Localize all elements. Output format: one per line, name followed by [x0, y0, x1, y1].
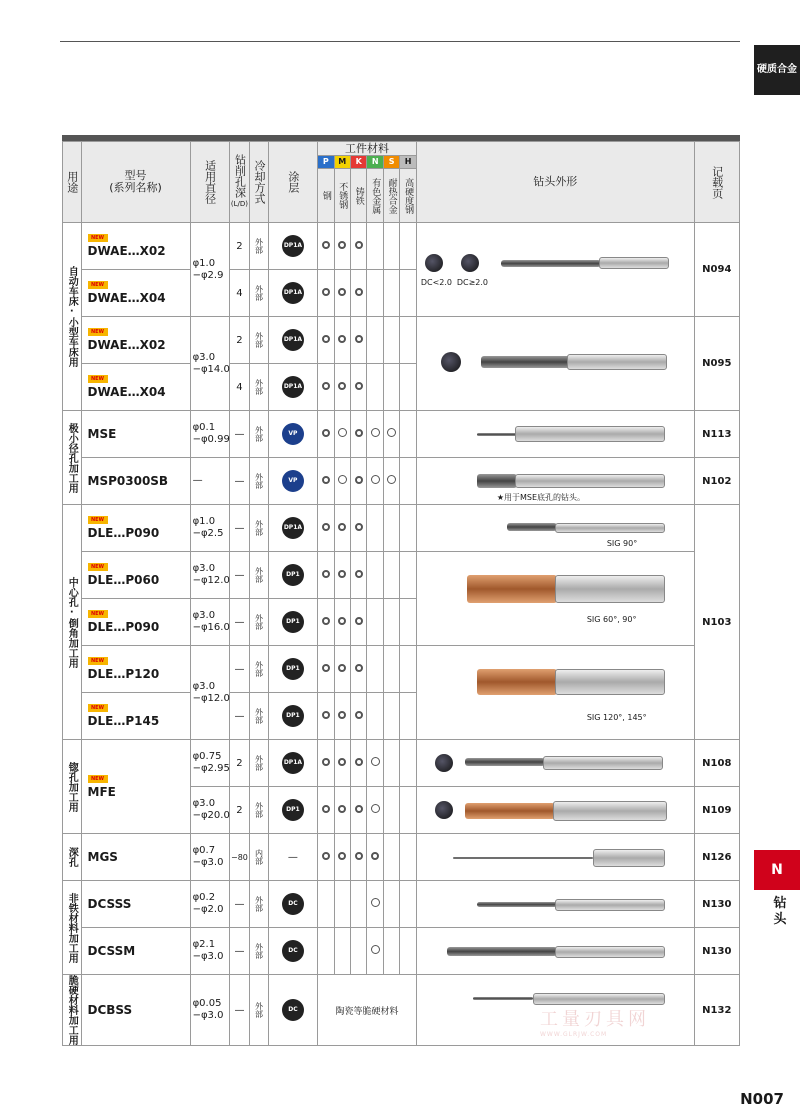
mat-code-p: P	[318, 156, 334, 169]
diameter-range: φ2.1 −φ3.0	[190, 928, 229, 975]
drill-image	[425, 254, 443, 272]
suitable-mark	[355, 335, 363, 343]
drill-shape	[416, 834, 694, 881]
coating-icon: DP1A	[282, 282, 304, 304]
table-row	[63, 458, 740, 505]
header-diameter: 适用直径	[203, 160, 217, 204]
new-badge: NEW	[88, 657, 108, 665]
usable-mark	[371, 898, 380, 907]
model-name[interactable]: MFE	[87, 784, 116, 799]
diameter-range: φ0.75 −φ2.95	[190, 740, 229, 787]
mat-code-n: N	[367, 156, 383, 169]
table-row	[63, 317, 740, 364]
depth: 4	[229, 364, 250, 411]
shape-note: SIG 120°, 145°	[586, 713, 647, 722]
new-badge: NEW	[88, 375, 108, 383]
cooling-type: 外部	[254, 285, 264, 301]
coating-icon: DP1A	[282, 235, 304, 257]
suitable-mark	[355, 617, 363, 625]
header-model: 型号	[124, 169, 147, 182]
section-letter-tab[interactable]: N	[754, 850, 800, 890]
suitable-mark	[355, 570, 363, 578]
drill-image	[435, 754, 453, 772]
drill-shape	[416, 223, 694, 317]
depth: —	[229, 975, 250, 1046]
coating-icon: VP	[282, 423, 304, 445]
cooling-type: 外部	[254, 943, 264, 959]
diameter-range: φ3.0 −φ12.0	[190, 646, 229, 740]
header-depth-unit: (L/D)	[230, 200, 248, 208]
depth: —	[229, 928, 250, 975]
new-badge: NEW	[88, 328, 108, 336]
model-name[interactable]: DLE…P120	[87, 667, 160, 681]
coating-none: —	[287, 851, 298, 863]
diameter-range: φ3.0 −φ14.0	[190, 317, 229, 411]
shape-note: ★用于MSE底孔的钻头。	[496, 492, 586, 502]
header-shape: 钻头外形	[416, 142, 694, 223]
suitable-mark	[322, 617, 330, 625]
use-label: 深孔	[66, 847, 78, 867]
drill-image	[599, 257, 669, 269]
suitable-mark	[355, 241, 363, 249]
coating-icon: DC	[282, 940, 304, 962]
header-work-material: 工件材料	[318, 142, 417, 156]
suitable-mark	[322, 288, 330, 296]
cooling-type: 外部	[254, 896, 264, 912]
model-name[interactable]: DWAE…X04	[87, 385, 166, 399]
suitable-mark	[322, 429, 330, 437]
mat-name-n: 有色金属	[370, 177, 381, 214]
drill-image	[593, 849, 665, 867]
suitable-mark	[355, 852, 363, 860]
drill-shape	[416, 740, 694, 787]
drill-image	[453, 857, 593, 859]
model-name[interactable]: MSE	[87, 427, 117, 441]
depth: —	[229, 599, 250, 646]
depth: —	[229, 693, 250, 740]
use-label: 非铁材料加工用	[66, 892, 78, 963]
suitable-mark	[355, 664, 363, 672]
diameter-range: φ3.0 −φ16.0	[190, 599, 229, 646]
page-reference[interactable]: N108	[694, 740, 739, 787]
suitable-mark	[355, 711, 363, 719]
shape-note: SIG 60°, 90°	[586, 615, 637, 624]
drill-image	[515, 474, 665, 488]
page-number: N007	[740, 1090, 784, 1108]
model-name[interactable]: DCSSM	[87, 944, 136, 958]
drill-image	[441, 352, 461, 372]
cooling-type: 外部	[254, 802, 264, 818]
drill-image	[553, 801, 667, 821]
suitable-mark	[355, 523, 363, 531]
mat-name-h: 高硬度钢	[403, 177, 414, 214]
drill-image	[481, 356, 571, 368]
coating-icon: DC	[282, 999, 304, 1021]
suitable-mark	[338, 852, 346, 860]
usable-mark	[371, 428, 380, 437]
drill-image	[555, 899, 665, 911]
coating-icon: DP1	[282, 705, 304, 727]
suitable-mark	[338, 335, 346, 343]
use-label: 极小径孔加工用	[66, 422, 78, 493]
page-reference[interactable]: N126	[694, 834, 739, 881]
shape-note: DC<2.0	[420, 278, 452, 287]
table-row	[63, 646, 740, 693]
table-row	[63, 740, 740, 787]
table-row	[63, 975, 740, 1046]
suitable-mark	[338, 711, 346, 719]
suitable-mark	[338, 758, 346, 766]
drill-shape	[416, 928, 694, 975]
drill-image	[555, 946, 665, 958]
drill-image	[501, 260, 601, 267]
use-label: 中心孔·倒角加工用	[66, 576, 78, 668]
suitable-mark	[338, 570, 346, 578]
suitable-mark	[355, 382, 363, 390]
suitable-mark	[355, 476, 363, 484]
mat-name-s: 耐热合金	[386, 177, 397, 214]
page-reference[interactable]: N095	[694, 317, 739, 411]
depth: 4	[229, 270, 250, 317]
new-badge: NEW	[88, 516, 108, 524]
mat-code-s: S	[383, 156, 399, 169]
category-tab[interactable]: 硬质合金	[754, 45, 800, 95]
drill-shape	[416, 505, 694, 552]
table-row	[63, 552, 740, 599]
suitable-mark	[355, 805, 363, 813]
depth: 2	[229, 223, 250, 270]
suitable-mark	[322, 335, 330, 343]
header-coating: 涂层	[286, 171, 300, 193]
suitable-mark	[322, 852, 330, 860]
cooling-type: 内部	[254, 849, 264, 865]
page-reference[interactable]: N130	[694, 881, 739, 928]
drill-image	[435, 801, 453, 819]
drill-shape	[416, 646, 694, 740]
suitable-mark	[355, 758, 363, 766]
cooling-type: 外部	[254, 614, 264, 630]
drill-image	[555, 575, 665, 603]
drill-shape	[416, 975, 694, 1046]
suitable-mark	[338, 523, 346, 531]
coating-icon: DP1A	[282, 517, 304, 539]
usable-mark	[371, 475, 380, 484]
diameter-range: φ0.7 −φ3.0	[190, 834, 229, 881]
depth: —	[229, 881, 250, 928]
drill-shape	[416, 552, 694, 646]
model-name[interactable]: DWAE…X04	[87, 291, 166, 305]
suitable-mark	[322, 711, 330, 719]
model-name[interactable]: DCSSS	[87, 897, 132, 911]
new-badge: NEW	[88, 704, 108, 712]
depth: —	[229, 458, 250, 505]
drill-shape	[416, 411, 694, 458]
diameter-range: φ3.0 −φ20.0	[190, 787, 229, 834]
drill-image	[555, 523, 665, 533]
diameter-range: φ1.0 −φ2.5	[190, 505, 229, 552]
mat-name-m: 不锈钢	[337, 182, 348, 209]
drill-image	[447, 947, 557, 956]
page-reference[interactable]: N109	[694, 787, 739, 834]
depth: —	[229, 411, 250, 458]
diameter-range: —	[190, 458, 229, 505]
cooling-type: 外部	[254, 708, 264, 724]
suitable-mark	[322, 382, 330, 390]
table-row	[63, 505, 740, 552]
drill-image	[567, 354, 667, 370]
drill-image	[543, 756, 663, 770]
usable-mark	[338, 428, 347, 437]
cooling-type: 外部	[254, 567, 264, 583]
mat-name-k: 铸铁	[353, 186, 364, 205]
drill-image	[555, 669, 665, 695]
drill-table	[62, 135, 740, 1046]
drill-shape	[416, 458, 694, 505]
drill-image	[467, 575, 557, 603]
diameter-range: φ3.0 −φ12.0	[190, 552, 229, 599]
mat-code-h: H	[400, 156, 416, 169]
coating-icon: DP1A	[282, 376, 304, 398]
material-note: 陶瓷等脆硬材料	[318, 975, 417, 1046]
suitable-mark	[322, 523, 330, 531]
coating-icon: DP1	[282, 799, 304, 821]
model-name[interactable]: DCBSS	[87, 1003, 133, 1017]
watermark: 工量刃具网 WWW.GLRJW.COM	[540, 1009, 650, 1038]
new-badge: NEW	[88, 610, 108, 618]
diameter-range: φ1.0 −φ2.9	[190, 223, 229, 317]
depth: −80	[229, 834, 250, 881]
page-reference[interactable]: N113	[694, 411, 739, 458]
suitable-mark	[338, 805, 346, 813]
coating-icon: VP	[282, 470, 304, 492]
diameter-range: φ0.05 −φ3.0	[190, 975, 229, 1046]
model-name[interactable]: DLE…P090	[87, 526, 160, 540]
table-row	[63, 881, 740, 928]
cooling-type: 外部	[254, 755, 264, 771]
cooling-type: 外部	[254, 1002, 264, 1018]
suitable-mark	[338, 617, 346, 625]
cooling-type: 外部	[254, 332, 264, 348]
cooling-type: 外部	[254, 473, 264, 489]
suitable-mark	[322, 476, 330, 484]
page-reference[interactable]: N130	[694, 928, 739, 975]
suitable-mark	[322, 241, 330, 249]
diameter-range: φ0.2 −φ2.0	[190, 881, 229, 928]
coating-icon: DP1	[282, 658, 304, 680]
page-reference[interactable]: N132	[694, 975, 739, 1046]
page-reference[interactable]: N094	[694, 223, 739, 317]
table-row	[63, 928, 740, 975]
drill-image	[477, 669, 557, 695]
coating-icon: DC	[282, 893, 304, 915]
top-rule	[60, 41, 740, 42]
drill-image	[465, 803, 555, 819]
suitable-mark	[322, 570, 330, 578]
drill-image	[461, 254, 479, 272]
model-name[interactable]: DWAE…X02	[87, 338, 166, 352]
suitable-mark	[338, 288, 346, 296]
mat-code-k: K	[351, 156, 367, 169]
coating-icon: DP1	[282, 564, 304, 586]
model-name[interactable]: DLE…P060	[87, 573, 160, 587]
suitable-mark	[322, 758, 330, 766]
suitable-mark	[338, 664, 346, 672]
header-cooling: 冷却方式	[252, 160, 266, 204]
cooling-type: 外部	[254, 426, 264, 442]
depth: —	[229, 552, 250, 599]
cooling-type: 外部	[254, 379, 264, 395]
new-badge: NEW	[88, 775, 108, 783]
model-name[interactable]: MGS	[87, 850, 118, 864]
depth: 2	[229, 740, 250, 787]
usable-mark	[387, 428, 396, 437]
suitable-mark	[338, 382, 346, 390]
usable-mark	[371, 757, 380, 766]
new-badge: NEW	[88, 234, 108, 242]
drill-image	[473, 997, 533, 1000]
new-badge: NEW	[88, 281, 108, 289]
use-label: 锪孔加工用	[66, 761, 78, 812]
use-label: 脆硬材料加工用	[66, 975, 78, 1045]
usable-mark	[387, 475, 396, 484]
model-name[interactable]: DWAE…X02	[87, 244, 166, 258]
model-name[interactable]: MSP0300SB	[87, 474, 169, 488]
depth: 2	[229, 317, 250, 364]
depth: 2	[229, 787, 250, 834]
table-row	[63, 223, 740, 270]
drill-shape	[416, 317, 694, 411]
header-series: (系列名称)	[109, 181, 162, 194]
drill-shape	[416, 787, 694, 834]
suitable-mark	[338, 241, 346, 249]
cooling-type: 外部	[254, 661, 264, 677]
usable-mark	[371, 804, 380, 813]
use-label: 自动车床·小型车床用	[66, 266, 78, 367]
page-reference[interactable]: N103	[694, 505, 739, 740]
drill-image	[477, 433, 517, 436]
usable-mark	[371, 945, 380, 954]
suitable-mark	[371, 852, 379, 860]
table-row	[63, 411, 740, 458]
drill-image	[465, 758, 545, 766]
mat-code-m: M	[334, 156, 350, 169]
suitable-mark	[355, 288, 363, 296]
drill-image	[515, 426, 665, 442]
coating-icon: DP1	[282, 611, 304, 633]
suitable-mark	[322, 805, 330, 813]
header-page: 记载页	[710, 165, 724, 199]
cooling-type: 外部	[254, 520, 264, 536]
usable-mark	[338, 475, 347, 484]
depth: —	[229, 646, 250, 693]
page-reference[interactable]: N102	[694, 458, 739, 505]
suitable-mark	[322, 664, 330, 672]
model-name[interactable]: DLE…P090	[87, 620, 160, 634]
shape-note: DC≥2.0	[456, 278, 488, 287]
model-name[interactable]: DLE…P145	[87, 714, 160, 728]
diameter-range: φ0.1 −φ0.99	[190, 411, 229, 458]
coating-icon: DP1A	[282, 329, 304, 351]
drill-image	[477, 474, 517, 488]
drill-shape	[416, 881, 694, 928]
table-row	[63, 834, 740, 881]
drill-image	[507, 523, 557, 531]
cooling-type: 外部	[254, 238, 264, 254]
coating-icon: DP1A	[282, 752, 304, 774]
drill-image	[477, 902, 557, 907]
mat-name-p: 钢	[320, 191, 331, 200]
drill-image	[533, 993, 665, 1005]
header-depth: 钻削孔深	[233, 154, 247, 198]
section-label: 钻头	[773, 896, 787, 927]
suitable-mark	[355, 429, 363, 437]
new-badge: NEW	[88, 563, 108, 571]
shape-note: SIG 90°	[606, 538, 638, 548]
header-use: 用途	[65, 171, 79, 193]
depth: —	[229, 505, 250, 552]
